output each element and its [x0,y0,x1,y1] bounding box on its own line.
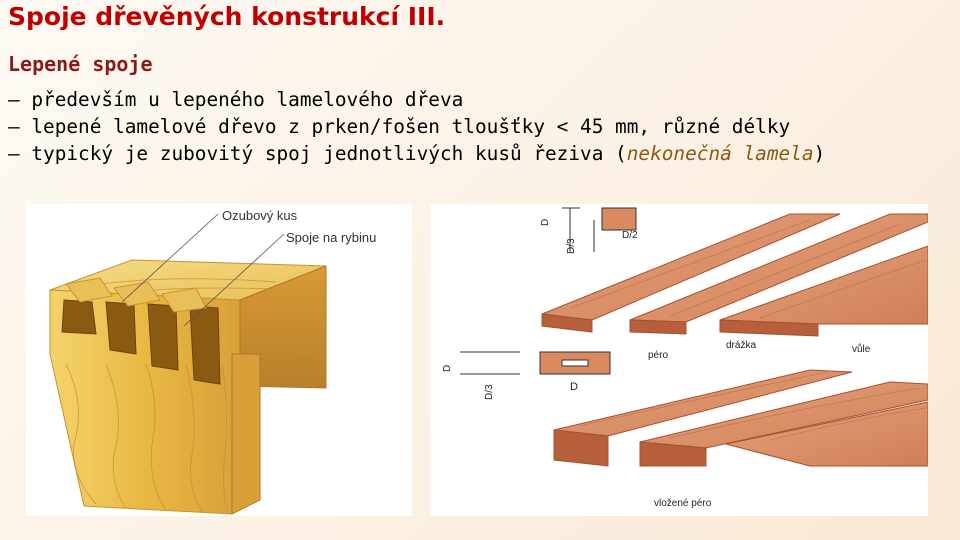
bullet-list [8,86,825,167]
bullet-text: – typický je zubovitý spoj jednotlivých kusů řeziva ( [8,142,627,165]
bullet-text: – především u lepeného lamelového dřeva [8,88,464,111]
finger-joint-figure [26,204,412,516]
dim-d-mid: D [442,364,453,372]
finger-piece-label: Ozubový kus [222,208,298,223]
glulam-finger-joint-illustration [26,204,412,516]
bullet-text: – lepené lamelové dřevo z prken/fošen tloušťky < 45 mm, různé délky [8,115,791,138]
dovetail-label: Spoje na rybinu [286,230,377,245]
bullet-closing: ) [813,142,826,165]
slide-subtitle: Lepené spoje [8,52,153,76]
slide-title: Spoje dřevěných konstrukcí III. [8,2,446,31]
bullet-item [8,113,825,140]
tongue-and-groove-boards-illustration [430,204,928,516]
dim-d3-top: D/3 [566,238,577,254]
tongue-label: péro [648,350,669,361]
bullet-emphasis: nekonečná lamela [626,142,814,165]
bullet-item [8,140,825,167]
inserted-tongue-label: vložené péro [654,498,712,509]
dim-d3-mid: D/3 [484,384,495,400]
groove-label: drážka [726,340,757,351]
gap-label: vůle [852,344,871,355]
dim-d-top: D [540,218,551,226]
tongue-groove-figure [430,204,928,516]
dim-d2-top: D/2 [622,230,638,241]
bullet-item [8,86,825,113]
dim-d-mid-width: D [570,381,578,393]
